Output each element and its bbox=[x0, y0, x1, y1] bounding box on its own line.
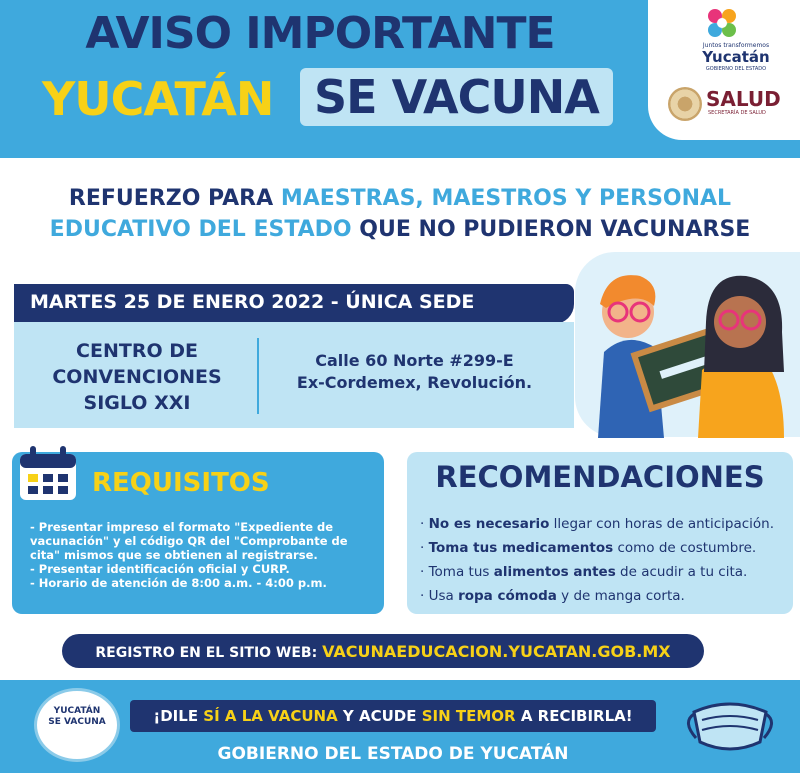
requisito-item: - Horario de atención de 8:00 a.m. - 4:00 p.m. bbox=[30, 576, 327, 590]
recomendaciones-list bbox=[420, 512, 790, 608]
headline-part4: QUE NO PUDIERON VACUNARSE bbox=[351, 217, 751, 242]
recomendacion-item: · Toma tus medicamentos como de costumbre. bbox=[420, 540, 757, 556]
venue-name bbox=[22, 338, 252, 416]
headline-part3: EDUCATIVO DEL ESTADO bbox=[49, 217, 352, 242]
face-mask-icon bbox=[680, 692, 780, 758]
woman-head bbox=[714, 296, 766, 348]
calendar-icon bbox=[18, 444, 78, 504]
yucatan-logo-tagline: Juntos transformemos bbox=[702, 42, 770, 49]
venue-line: CENTRO DE bbox=[76, 340, 198, 362]
event-date: MARTES 25 DE ENERO 2022 - ÚNICA SEDE bbox=[30, 291, 475, 313]
headline bbox=[0, 183, 800, 245]
mexico-seal-icon bbox=[668, 87, 702, 121]
salud-logo-name: SALUD bbox=[706, 87, 781, 111]
registro-text bbox=[62, 642, 704, 661]
yucatan-logo-icon bbox=[705, 6, 739, 40]
requisito-item: - Presentar identificación oficial y CURP. bbox=[30, 562, 290, 576]
title-se-vacuna: SE VACUNA bbox=[300, 68, 613, 126]
headline-part2: MAESTRAS, MAESTROS Y PERSONAL bbox=[280, 186, 732, 211]
venue-line: SIGLO XXI bbox=[83, 392, 191, 414]
badge-text bbox=[34, 706, 120, 728]
badge-line: SE VACUNA bbox=[48, 717, 106, 727]
government-name: GOBIERNO DEL ESTADO DE YUCATÁN bbox=[217, 744, 569, 764]
salud-logo-sub: SECRETARÍA DE SALUD bbox=[708, 110, 766, 116]
address-line: Calle 60 Norte #299-E bbox=[315, 351, 514, 370]
address-line: Ex-Cordemex, Revolución. bbox=[296, 373, 533, 392]
requisito-item: - Presentar impreso el formato "Expediente de vacunación" y el código QR del "Comprobante de cita" mismos que se obtienen al registrarse. bbox=[30, 520, 348, 562]
recomendacion-item: · No es necesario llegar con horas de anticipación. bbox=[420, 516, 774, 532]
venue-line: CONVENCIONES bbox=[52, 366, 222, 388]
recomendacion-item: · Usa ropa cómoda y de manga corta. bbox=[420, 588, 685, 604]
recomendaciones-title: RECOMENDACIONES bbox=[435, 460, 765, 494]
badge-line: YUCATÁN bbox=[53, 706, 101, 716]
yucatan-logo-name: Yucatán bbox=[702, 48, 770, 66]
venue-divider bbox=[257, 338, 259, 414]
title-yucatan: YUCATÁN bbox=[42, 72, 274, 126]
registro-url-link[interactable]: VACUNAEDUCACION.YUCATAN.GOB.MX bbox=[322, 642, 671, 661]
recomendacion-item: · Toma tus alimentos antes de acudir a tu cita. bbox=[420, 564, 748, 580]
requisitos-list bbox=[30, 520, 375, 590]
venue-address bbox=[262, 350, 567, 394]
yucatan-logo-sub: GOBIERNO DEL ESTADO bbox=[705, 66, 767, 72]
title-aviso: AVISO IMPORTANTE bbox=[85, 8, 555, 59]
headline-part1: REFUERZO PARA bbox=[68, 186, 281, 211]
teachers-illustration bbox=[578, 252, 800, 438]
registro-label: REGISTRO EN EL SITIO WEB: bbox=[95, 645, 323, 661]
requisitos-title: REQUISITOS bbox=[92, 468, 270, 498]
slogan: ¡DILE SÍ A LA VACUNA Y ACUDE SIN TEMOR A RECIBIRLA! bbox=[153, 707, 633, 725]
